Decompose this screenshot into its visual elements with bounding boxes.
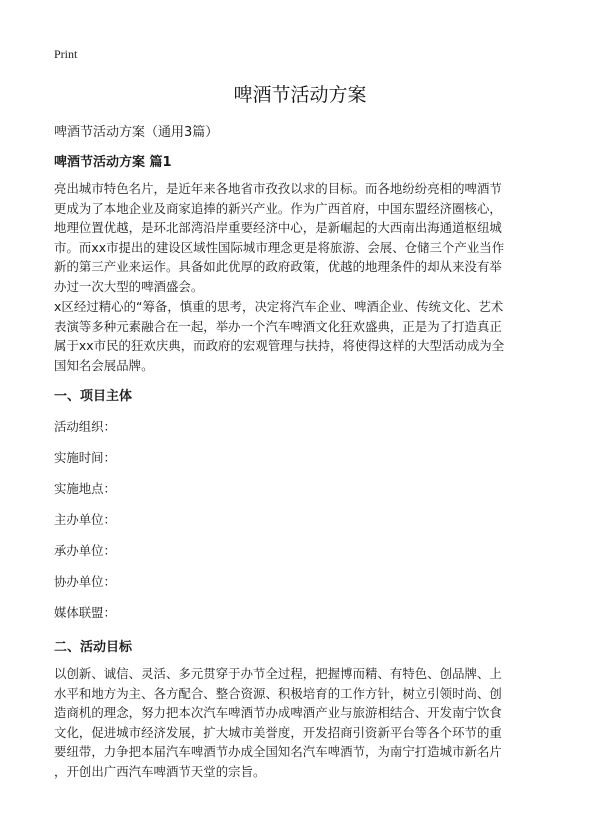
document-title: 啤酒节活动方案 xyxy=(233,84,367,106)
field-undertaker: 承办单位： xyxy=(54,543,116,558)
paragraph-goals xyxy=(54,664,550,781)
paragraph-line: 办过一次大型的啤酒盛会。 xyxy=(54,278,204,294)
field-host: 主办单位： xyxy=(54,512,116,527)
field-organizer: 活动组织： xyxy=(54,419,116,434)
paragraph-line: 新的第三产业来运作。具备如此优厚的政府政策，优越的地理条件的却从来没有举 xyxy=(54,259,502,274)
chapter-heading: 啤酒节活动方案 篇1 xyxy=(54,155,172,170)
paragraph-line: 表演等多种元素融合在一起，举办一个汽车啤酒文化狂欢盛典，正是为了打造真正 xyxy=(54,318,502,334)
paragraph-line: 更成为了本地企业及商家追捧的新兴产业。作为广西首府，中国东盟经济圈核心， xyxy=(54,200,502,216)
paragraph-line: 造商机的理念，努力把本次汽车啤酒节办成啤酒产业与旅游相结合、开发南宁饮食 xyxy=(54,705,502,720)
print-label[interactable]: Print xyxy=(54,47,78,61)
paragraph-line: 亮出城市特色名片，是近年来各地省市孜孜以求的目标。而各地纷纷亮相的啤酒节 xyxy=(54,181,502,196)
section-heading-goals: 二、活动目标 xyxy=(54,640,133,655)
field-media-alliance: 媒体联盟： xyxy=(54,605,116,620)
paragraph-intro xyxy=(54,179,550,296)
paragraph-line: 市。而xx市提出的建设区域性国际城市理念更是将旅游、会展、仓储三个产业当作 xyxy=(54,239,505,255)
field-time: 实施时间： xyxy=(54,450,116,465)
section-heading-project-subject: 一、项目主体 xyxy=(54,389,133,404)
paragraph-line: 文化，促进城市经济发展，扩大城市美誉度，开发招商引资新平台等各个环节的重 xyxy=(54,724,502,740)
document-subtitle: 啤酒节活动方案（通用3篇） xyxy=(54,125,219,140)
paragraph-line: 属于xx市民的狂欢庆典，而政府的宏观管理与扶持，将使得这样的大型活动成为全 xyxy=(54,338,505,353)
paragraph-line: 水平和地方为主、各方配合、整合资源、积极培育的工作方针，树立引领时尚、创 xyxy=(54,685,502,701)
field-co-organizer: 协办单位： xyxy=(54,574,116,589)
paragraph-line: 国知名会展品牌。 xyxy=(54,357,154,373)
field-location: 实施地点： xyxy=(54,481,116,496)
paragraph-line: ，开创出广西汽车啤酒节天堂的宗旨。 xyxy=(54,763,266,779)
paragraph-line: 地理位置优越，是环北部湾沿岸重要经济中心，是新崛起的大西南出海通道枢纽城 xyxy=(54,220,502,235)
paragraph-line: 要纽带，力争把本届汽车啤酒节办成全国知名汽车啤酒节，为南宁打造城市新名片 xyxy=(54,744,502,759)
paragraph-line: 以创新、诚信、灵活、多元贯穿于办节全过程，把握博而精、有特色、创品牌、上 xyxy=(54,666,502,681)
paragraph-plan xyxy=(54,297,550,375)
paragraph-line: x区经过精心的“筹备，慎重的思考，决定将汽车企业、啤酒企业、传统文化、艺术 xyxy=(54,299,504,314)
